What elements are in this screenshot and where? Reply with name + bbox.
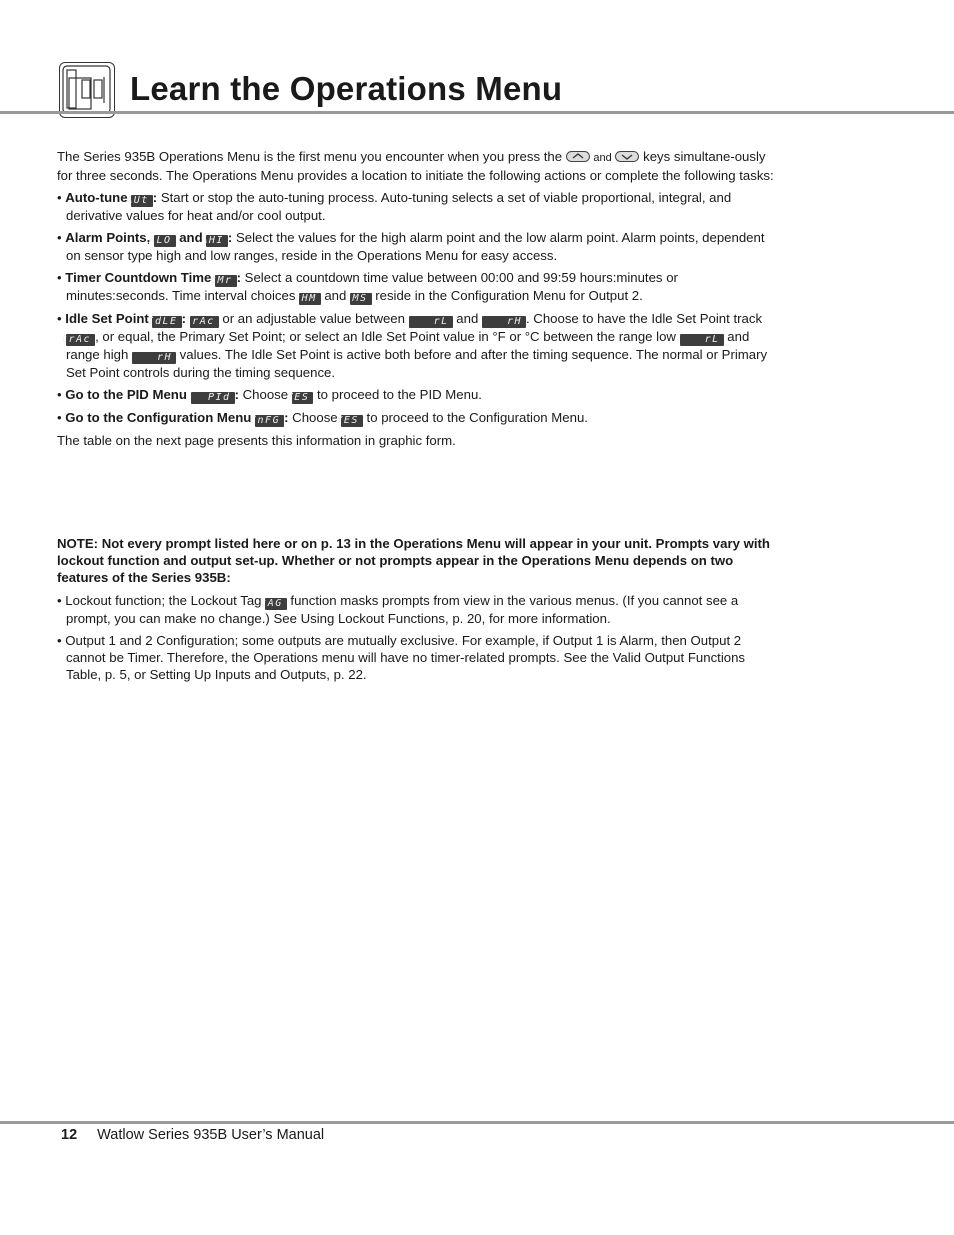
main-content [57,148,779,688]
display-trac-2: trAc [66,334,95,346]
display-pid: PId [191,392,235,404]
list-item-auto-tune: • Auto-tune AUt : Start or stop the auto-tuning process. Auto-tuning selects a set of viable proportional, integral, and derivative values for heat and/or cool output. [57,189,779,224]
display-tms: tMS [350,293,372,305]
display-yes-2: YES [341,415,363,427]
list-item-timer: • Timer Countdown Time tMr : Select a countdown time value between 00:00 and 99:59 hours:minutes or minutes:seconds. Time interval choices tHM and tMS reside in the Configuration Menu for Output 2. [57,269,779,305]
header-divider [0,111,954,114]
display-tmr: tMr [215,275,237,287]
list-item-configuration-menu: • Go to the Configuration Menu CnFG : Choose YES to proceed to the Configuration Menu. [57,409,779,427]
display-rl-2: rL [680,334,724,346]
manual-title: Watlow Series 935B User’s Manual [97,1127,325,1143]
display-tag: tAG [265,598,287,610]
table-reference: The table on the next page presents this information in graphic form. [57,433,456,448]
operations-menu-icon [59,62,115,118]
display-alo: ALO [154,235,176,247]
down-arrow-key-icon [615,151,639,162]
display-yes: YES [292,392,314,404]
list-item-lockout: • Lockout function; the Lockout Tag tAG function masks prompts from view in the various menus. (If you cannot see a prompt, you can make no change.) See Using Lockout Functions, p. 20, for more information. [57,592,779,627]
intro-paragraph: The Series 935B Operations Menu is the first menu you encounter when you press the and keys simultane-ously for three seconds. The Operations Menu provides a location to initiate the following actions or complete the following tasks: [57,149,774,183]
page-title: Learn the Operations Menu [130,70,563,107]
display-idle: IdLE [152,316,181,328]
up-arrow-key-icon [566,151,590,162]
list-item-output-configuration: • Output 1 and 2 Configuration; some outputs are mutually exclusive. For example, if Output 1 is Alarm, then Output 2 cannot be Timer. Therefore, the Operations menu will have no timer-related prompts. See the Valid Output Functions Table, p. 5, or Setting Up Inputs and Outputs, p. 22. [57,632,779,683]
display-thm: tHM [299,293,321,305]
display-ahi: AHI [206,235,228,247]
page-number: 12 [61,1127,78,1143]
note-heading: NOTE: Not every prompt listed here or on p. 13 in the Operations Menu will appear in your unit. Prompts vary with lockout function and output set-up. Whether or not prompts appear in the Operations Menu depends on two features of the Series 935B: [57,536,770,585]
footer-divider [0,1121,954,1124]
display-trac: trAc [190,316,219,328]
display-cnfg: CnFG [255,415,284,427]
display-aut: AUt [131,195,153,207]
page-footer [61,1127,324,1143]
display-rl: rL [409,316,453,328]
display-rh-2: rH [132,352,176,364]
list-item-pid-menu: • Go to the PID Menu PId : Choose YES to proceed to the PID Menu. [57,386,779,404]
list-item-idle-set-point: • Idle Set Point IdLE : trAc or an adjustable value between rL and rH . Choose to have the Idle Set Point track trAc , or equal, the Primary Set Point; or select an Idle Set Point value in °F or °C between the range low rL and range high rH values. The Idle Set Point is active both before and after the timing sequence. The normal or Primary Set Point controls during the timing sequence. [57,310,779,381]
list-item-alarm-points: • Alarm Points, ALO and AHI : Select the values for the high alarm point and the low alarm point. Alarm points, dependent on sensor type high and low ranges, reside in the Operations Menu for easy access. [57,229,779,264]
display-rh: rH [482,316,526,328]
